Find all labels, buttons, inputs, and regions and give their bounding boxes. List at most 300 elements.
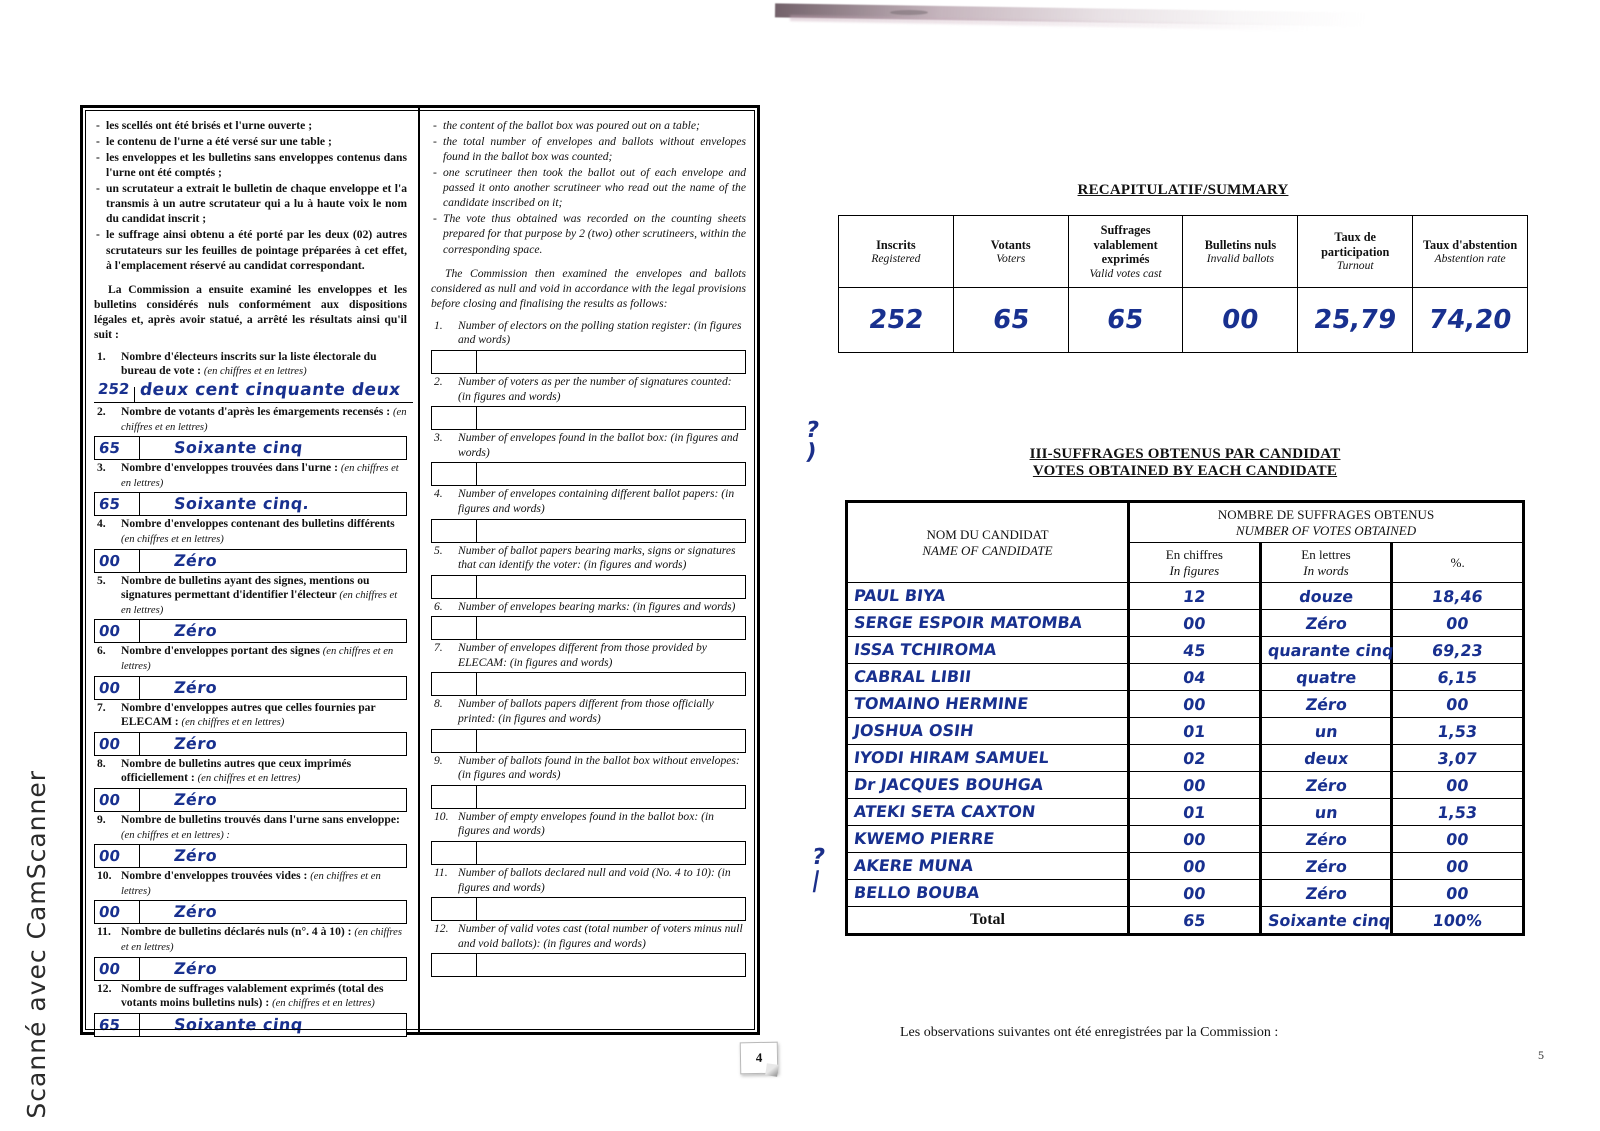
handwritten-total-percentage: 100% (1431, 910, 1484, 930)
answer-figures-cell[interactable] (95, 620, 140, 642)
candidate-name-cell (847, 799, 1129, 826)
summary-table-wrapper (838, 215, 1528, 353)
candidates-title-fr: SUFFRAGES OBTENUS PAR CANDIDAT (1052, 446, 1341, 462)
handwritten-value: 25,79 (1311, 305, 1399, 336)
bullet-item: - le contenu de l'urne a été versé sur une table ; (94, 134, 407, 149)
handwritten-words: Zéro (172, 550, 219, 570)
answer-words-cell[interactable] (140, 733, 406, 755)
handwritten-words: douze (1297, 586, 1355, 606)
handwritten-candidate-name: SERGE ESPOIR MATOMBA (852, 613, 1084, 633)
candidate-figures-cell (1129, 745, 1261, 772)
answer-figures-cell[interactable] (432, 673, 477, 695)
answer-field[interactable] (94, 492, 407, 516)
candidates-title-number: III- (1029, 446, 1053, 462)
candidate-figures-cell (1129, 637, 1261, 664)
candidate-words-cell (1260, 664, 1392, 691)
handwritten-percentage: 00 (1445, 775, 1470, 795)
handwritten-candidate-name: AKERE MUNA (852, 856, 975, 876)
french-item-hint: (en chiffres et en lettres) (181, 717, 285, 729)
french-item (94, 461, 407, 516)
handwritten-figures: 45 (1182, 640, 1207, 660)
handwritten-percentage: 00 (1445, 883, 1470, 903)
english-item-label: Number of empty envelopes found in the ballot box: (in figures and words) (458, 809, 714, 838)
handwritten-candidate-name: Dr JACQUES BOUHGA (852, 775, 1045, 795)
answer-words-cell[interactable] (140, 845, 406, 867)
handwritten-figures: 04 (1182, 667, 1207, 687)
answer-figures-cell[interactable] (432, 351, 477, 373)
table-row (847, 826, 1524, 853)
candidate-words-cell (1260, 745, 1392, 772)
handwritten-percentage: 00 (1445, 856, 1470, 876)
candidate-percentage-cell (1392, 826, 1524, 853)
handwritten-words: Zéro (172, 733, 219, 753)
english-item (431, 754, 746, 809)
english-item (431, 641, 746, 696)
english-column (420, 108, 757, 1032)
french-item-hint: (en chiffres et en lettres) (121, 646, 394, 672)
answer-words-cell[interactable] (140, 493, 406, 515)
candidate-percentage-cell (1392, 637, 1524, 664)
answer-figures-cell[interactable] (432, 617, 477, 639)
handwritten-figures: 00 (97, 790, 121, 809)
handwritten-figures: 00 (1182, 613, 1207, 633)
handwritten-words: Soixante cinq (172, 1014, 305, 1034)
candidate-percentage-cell (1392, 691, 1524, 718)
candidate-words-cell (1260, 637, 1395, 664)
french-item-hint: (en chiffres et en lettres) (121, 534, 224, 546)
candidate-percentage-cell (1392, 799, 1524, 826)
total-words-cell (1260, 907, 1392, 935)
answer-field[interactable] (94, 844, 407, 868)
answer-field[interactable] (94, 957, 407, 981)
candidate-words-cell (1260, 610, 1392, 637)
english-bullet-list (431, 118, 746, 257)
candidate-figures-cell (1129, 691, 1261, 718)
answer-field[interactable] (94, 788, 407, 812)
english-item-label: Number of envelopes containing different ballot papers: (in figures and words) (458, 487, 735, 515)
answer-figures-cell[interactable] (432, 898, 477, 920)
answer-field[interactable] (431, 841, 746, 865)
summary-header-cell: Taux d'abstention Abstention rate (1413, 216, 1528, 288)
answer-field[interactable] (94, 900, 407, 924)
page-number-left: 4 (740, 1042, 779, 1075)
english-item (431, 544, 746, 599)
answer-words-cell[interactable] (140, 437, 406, 459)
handwritten-words: Zéro (1304, 613, 1348, 633)
handwritten-words: quatre (1294, 667, 1358, 687)
handwritten-candidate-name: ISSA TCHIROMA (852, 640, 998, 660)
french-item-label: Nombre d'enveloppes autres que celles fournies par ELECAM : (en chiffres et en lettres) (121, 700, 376, 729)
french-item (94, 644, 407, 699)
handwritten-candidate-name: TOMAINO HERMINE (852, 694, 1030, 714)
english-item-label: Number of ballot papers bearing marks, signs or signatures that can identify the voter: (in figures and words) (458, 543, 736, 572)
english-intro-paragraph: The Commission then examined the envelopes and ballots considered as null and void in accordance with the legal provisions before closing and finalising the results as follows: (431, 266, 746, 310)
candidate-percentage-cell (1392, 718, 1524, 745)
page-number-right: 5 (1538, 1048, 1544, 1062)
french-item-label: Nombre de bulletins autres que ceux imprimés officiellement : (en chiffres et en lettres) (121, 756, 352, 785)
candidates-body (847, 583, 1524, 935)
handwritten-percentage: 18,46 (1431, 586, 1485, 606)
answer-figures-cell[interactable] (432, 730, 477, 752)
handwritten-words: Zéro (1304, 883, 1348, 903)
handwritten-candidate-name: BELLO BOUBA (852, 883, 981, 903)
summary-value-cell[interactable] (1298, 288, 1413, 353)
page-corner-fold (765, 1063, 779, 1077)
answer-field[interactable] (431, 575, 746, 599)
table-row (847, 745, 1524, 772)
handwritten-figures: 00 (97, 903, 121, 922)
handwritten-words: Zéro (1304, 694, 1348, 714)
answer-field[interactable] (94, 619, 407, 643)
summary-header-cell: Votants Voters (953, 216, 1068, 288)
handwritten-figures: 00 (97, 959, 121, 978)
candidates-title-fr-line (1030, 446, 1341, 463)
french-item-hint: (en chiffres et en lettres) (121, 590, 398, 616)
handwritten-words: Zéro (172, 621, 219, 641)
english-item (431, 922, 746, 977)
answer-figures-cell[interactable] (95, 677, 140, 699)
handwritten-words: un (1313, 721, 1339, 741)
english-item-label: Number of valid votes cast (total number of voters minus null and void ballots): (in figures and words) (458, 922, 743, 950)
handwritten-figures: 00 (97, 734, 121, 753)
handwritten-figures: 00 (1182, 856, 1207, 876)
handwritten-words: Soixante cinq (172, 438, 305, 458)
candidate-name-cell (847, 718, 1129, 745)
candidate-figures-cell (1129, 718, 1261, 745)
candidate-name-cell (847, 637, 1129, 664)
answer-words-cell[interactable] (140, 901, 406, 923)
handwritten-words: Zéro (172, 677, 219, 697)
left-page-frame (80, 105, 760, 1035)
candidate-name-cell (847, 745, 1129, 772)
handwritten-candidate-name: PAUL BIYA (852, 586, 947, 606)
handwritten-value: 65 (1105, 305, 1146, 336)
french-item-hint: (en chiffres et en lettres) (197, 773, 301, 785)
answer-words-cell[interactable] (477, 842, 745, 864)
answer-words-cell[interactable] (477, 407, 745, 429)
answer-figures-cell[interactable] (95, 845, 140, 867)
handwritten-figures: 252 (96, 380, 131, 399)
header-candidate-name: NOM DU CANDIDAT NAME OF CANDIDATE (847, 502, 1129, 583)
english-item-label: Number of ballots papers different from those officially printed: (in figures and words) (458, 697, 714, 726)
french-item-hint: (en chiffres et en lettres) (121, 407, 407, 433)
answer-figures-cell[interactable] (432, 520, 477, 542)
french-item-hint: (en chiffres et en lettres) (272, 998, 375, 1010)
summary-value-cell[interactable] (1183, 288, 1298, 353)
summary-table (838, 215, 1528, 353)
candidate-figures-cell (1129, 880, 1261, 907)
handwritten-figures: 65 (97, 1015, 121, 1034)
summary-value-cell[interactable] (953, 288, 1068, 353)
answer-words-cell[interactable] (140, 620, 406, 642)
candidate-name-cell (847, 772, 1129, 799)
answer-words-cell[interactable] (477, 463, 745, 485)
english-item-label: Number of ballots found in the ballot box without envelopes: (in figures and words) (458, 753, 740, 782)
candidate-words-cell (1260, 799, 1392, 826)
candidate-percentage-cell (1392, 772, 1524, 799)
total-figures-cell (1129, 907, 1261, 935)
bullet-item: - the total number of envelopes and ballots without envelopes found in the ballot box was counted; (431, 134, 746, 164)
answer-field[interactable] (431, 897, 746, 921)
french-item-label: Nombre de bulletins déclarés nuls (n°. 4 à 10) : (en chiffres et en lettres) (121, 925, 402, 953)
handwritten-words: quarante cinq (1266, 640, 1395, 660)
answer-field[interactable] (94, 732, 407, 756)
handwritten-figures: 00 (1182, 694, 1207, 714)
answer-field[interactable] (431, 672, 746, 696)
bullet-item: - le suffrage ainsi obtenu a été porté par les deux (02) autres scrutateurs sur les feuilles de pointage préparées à cet effet, à l'emplacement réservé au candidat correspondant. (94, 227, 407, 272)
handwritten-words: Zéro (1304, 829, 1348, 849)
french-item-hint: (en chiffres et en lettres) (203, 366, 307, 378)
english-item (431, 431, 746, 486)
table-row (847, 799, 1524, 826)
handwritten-figures: 01 (1182, 721, 1207, 741)
answer-words-cell[interactable] (477, 898, 745, 920)
answer-field[interactable] (94, 549, 407, 573)
english-item (431, 487, 746, 542)
answer-words-cell[interactable] (140, 958, 406, 980)
candidate-figures-cell (1129, 799, 1261, 826)
candidate-figures-cell (1129, 583, 1261, 610)
answer-words-cell[interactable] (140, 789, 406, 811)
french-item-hint: (en chiffres et en lettres) (121, 463, 399, 489)
french-item-hint: (en chiffres et en lettres) : (121, 829, 230, 841)
handwritten-words: Zéro (172, 958, 219, 978)
answer-field[interactable] (431, 616, 746, 640)
camscanner-watermark: Scanné avec CamScanner (22, 770, 51, 1119)
summary-header-cell: Bulletins nuls Invalid ballots (1183, 216, 1298, 288)
summary-value-row (839, 288, 1528, 353)
french-item-label: Nombre d'enveloppes contenant des bulletins différents (en chiffres et en lettres) (121, 517, 395, 546)
stray-pen-mark: ? (809, 845, 827, 870)
table-row (847, 880, 1524, 907)
answer-field[interactable] (431, 462, 746, 486)
candidate-figures-cell (1129, 826, 1261, 853)
handwritten-total-figures: 65 (1182, 910, 1207, 930)
handwritten-percentage: 6,15 (1436, 667, 1479, 687)
french-bullet-list (94, 118, 407, 273)
handwritten-figures: 00 (1182, 883, 1207, 903)
total-label-cell: Total (847, 907, 1129, 935)
answer-words-cell[interactable] (477, 954, 745, 976)
french-item (94, 925, 407, 980)
english-numbered-items (431, 319, 746, 978)
handwritten-candidate-name: CABRAL LIBII (852, 667, 973, 687)
handwritten-words: deux cent cinquante deux (138, 380, 402, 401)
french-item-label: Nombre de votants d'après les émargements recensés : (en chiffres et en lettres) (121, 405, 407, 433)
summary-value-cell[interactable] (1068, 288, 1183, 353)
bullet-item: - The vote thus obtained was recorded on the counting sheets prepared for that purpose by 2 (two) other scrutineers, within the corresponding space. (431, 211, 746, 256)
english-item (431, 697, 746, 752)
table-row-total (847, 907, 1524, 935)
french-intro-paragraph: La Commission a ensuite examiné les enveloppes et les bulletins considérés nuls conformément aux dispositions légales et, après avoir statué, a arrêté les résultats ainsi qu'il suit : (94, 282, 407, 341)
handwritten-figures: 01 (1182, 802, 1207, 822)
french-item-label: Nombre d'enveloppes trouvées dans l'urne : (en chiffres et en lettres) (121, 461, 399, 489)
handwritten-total-words: Soixante cinq (1266, 910, 1392, 930)
answer-words-cell[interactable] (477, 617, 745, 639)
handwritten-candidate-name: JOSHUA OSIH (852, 721, 975, 741)
candidate-name-cell (847, 880, 1129, 907)
answer-figures-cell[interactable] (95, 493, 140, 515)
handwritten-value: 252 (866, 305, 926, 336)
english-intro (431, 118, 746, 311)
candidate-figures-cell (1129, 853, 1261, 880)
answer-figures-cell[interactable] (432, 786, 477, 808)
answer-words-cell[interactable] (477, 351, 745, 373)
candidate-percentage-cell (1392, 664, 1524, 691)
candidate-words-cell (1260, 583, 1392, 610)
handwritten-figures: 00 (97, 551, 121, 570)
handwritten-figures: 12 (1182, 586, 1207, 606)
handwritten-percentage: 1,53 (1436, 721, 1479, 741)
total-percentage-cell (1392, 907, 1524, 935)
french-item (94, 869, 407, 924)
answer-words-cell[interactable] (477, 673, 745, 695)
answer-figures-cell[interactable] (95, 1014, 140, 1036)
handwritten-value: 65 (990, 305, 1031, 336)
answer-field[interactable] (431, 350, 746, 374)
summary-value-cell[interactable] (839, 288, 954, 353)
candidate-percentage-cell (1392, 880, 1524, 907)
answer-figures-cell[interactable] (95, 550, 140, 572)
summary-header-cell: Suffrages valablement exprimés Valid votes cast (1068, 216, 1183, 288)
handwritten-percentage: 00 (1445, 694, 1470, 714)
handwritten-words: Zéro (1304, 856, 1348, 876)
answer-figures-cell[interactable] (95, 733, 140, 755)
candidate-percentage-cell (1392, 583, 1524, 610)
french-item (94, 350, 407, 404)
bullet-item: - les scellés ont été brisés et l'urne ouverte ; (94, 118, 407, 133)
candidate-percentage-cell (1392, 610, 1524, 637)
bullet-item: - one scrutineer then took the ballot out of each envelope and passed it onto another scrutineer who read out the name of the candidate inscribed on it; (431, 165, 746, 210)
answer-figures-cell[interactable] (95, 901, 140, 923)
summary-title: RECAPITULATIF/SUMMARY (1077, 182, 1289, 198)
answer-field[interactable] (94, 676, 407, 700)
header-in-words: En lettres In words (1260, 543, 1392, 583)
candidate-name-cell (847, 610, 1129, 637)
answer-field[interactable] (94, 380, 407, 404)
french-item-label: Nombre d'enveloppes trouvées vides : (en chiffres et en lettres) (121, 869, 381, 897)
header-percentage: %. (1392, 543, 1524, 583)
answer-words-cell[interactable] (477, 730, 745, 752)
handwritten-candidate-name: ATEKI SETA CAXTON (852, 802, 1037, 822)
french-item-label: Nombre de suffrages valablement exprimés (total des votants moins bulletins nuls) : (en chiffres et en lettres) (121, 981, 384, 1010)
stray-pen-mark: ? (803, 418, 821, 443)
table-row (847, 718, 1524, 745)
french-item-label: Nombre d'électeurs inscrits sur la liste électorale du bureau de vote : (en chiffres et en lettres) (121, 349, 377, 378)
english-item (431, 600, 746, 641)
english-item (431, 319, 746, 374)
french-item (94, 405, 407, 460)
handwritten-words: deux (1302, 748, 1350, 768)
answer-figures-cell[interactable] (95, 437, 140, 459)
answer-field[interactable] (431, 519, 746, 543)
answer-figures-cell[interactable] (432, 407, 477, 429)
summary-value-cell[interactable] (1413, 288, 1528, 353)
answer-figures-cell[interactable] (432, 954, 477, 976)
candidate-name-cell (847, 664, 1129, 691)
answer-words-cell[interactable] (477, 576, 745, 598)
answer-figures-cell[interactable] (432, 463, 477, 485)
answer-field[interactable] (431, 953, 746, 977)
handwritten-figures: 00 (97, 678, 121, 697)
candidate-figures-cell (1129, 610, 1261, 637)
handwritten-figures: 00 (1182, 829, 1207, 849)
french-item (94, 517, 407, 572)
candidate-words-cell (1260, 880, 1392, 907)
answer-words-cell[interactable] (140, 677, 406, 699)
english-item-label: Number of envelopes bearing marks: (in figures and words) (458, 599, 736, 613)
answer-field[interactable] (94, 1013, 407, 1037)
answer-words-cell[interactable] (477, 520, 745, 542)
handwritten-figures: 02 (1182, 748, 1207, 768)
french-item-hint: (en chiffres et en lettres) (121, 927, 402, 953)
candidates-table (845, 500, 1525, 936)
candidate-name-cell (847, 691, 1129, 718)
candidate-words-cell (1260, 718, 1392, 745)
candidate-percentage-cell (1392, 745, 1524, 772)
candidate-percentage-cell (1392, 853, 1524, 880)
handwritten-figures: 00 (1182, 775, 1207, 795)
answer-figures-cell[interactable] (95, 789, 140, 811)
header-in-figures: En chiffres In figures (1129, 543, 1261, 583)
handwritten-figures: 65 (97, 439, 121, 458)
candidate-words-cell (1260, 826, 1392, 853)
english-item-label: Number of envelopes found in the ballot box: (in figures and words) (458, 431, 739, 459)
table-row (847, 637, 1524, 664)
candidate-words-cell (1260, 853, 1392, 880)
candidate-figures-cell (1129, 772, 1261, 799)
answer-figures-cell[interactable] (432, 576, 477, 598)
answer-field[interactable] (94, 436, 407, 460)
handwritten-figures: 00 (97, 622, 121, 641)
english-item-label: Number of envelopes different from those provided by ELECAM: (in figures and words) (458, 641, 707, 669)
french-item (94, 813, 407, 868)
answer-figures-cell[interactable] (432, 842, 477, 864)
handwritten-figures: 00 (97, 847, 121, 866)
answer-figures-cell[interactable] (95, 958, 140, 980)
candidate-name-cell (847, 583, 1129, 610)
candidates-table-wrapper (845, 500, 1525, 936)
stray-pen-mark: ) (803, 440, 819, 465)
english-item (431, 375, 746, 430)
header-votes-obtained: NOMBRE DE SUFFRAGES OBTENUS NUMBER OF VOTES OBTAINED (1129, 502, 1524, 543)
summary-header-cell: Taux de participation Turnout (1298, 216, 1413, 288)
answer-field[interactable] (431, 729, 746, 753)
handwritten-words: Soixante cinq. (172, 494, 311, 514)
answer-words-cell[interactable] (477, 786, 745, 808)
handwritten-value: 74,20 (1426, 305, 1514, 336)
answer-field[interactable] (431, 406, 746, 430)
table-row (847, 772, 1524, 799)
handwritten-words: Zéro (1304, 775, 1348, 795)
table-row (847, 610, 1524, 637)
summary-header-cell: Inscrits Registered (839, 216, 954, 288)
answer-field[interactable] (431, 785, 746, 809)
answer-words-cell[interactable] (140, 1014, 406, 1036)
handwritten-value: 00 (1220, 305, 1261, 336)
stray-pen-mark: | (809, 868, 823, 893)
handwritten-candidate-name: IYODI HIRAM SAMUEL (852, 748, 1051, 768)
candidate-words-cell (1260, 772, 1392, 799)
handwritten-candidate-name: KWEMO PIERRE (852, 829, 996, 849)
candidates-title-block (845, 445, 1525, 480)
english-item (431, 810, 746, 865)
french-item (94, 982, 407, 1037)
table-row (847, 853, 1524, 880)
summary-header-row (839, 216, 1528, 288)
answer-words-cell[interactable] (140, 550, 406, 572)
handwritten-words: Zéro (172, 902, 219, 922)
